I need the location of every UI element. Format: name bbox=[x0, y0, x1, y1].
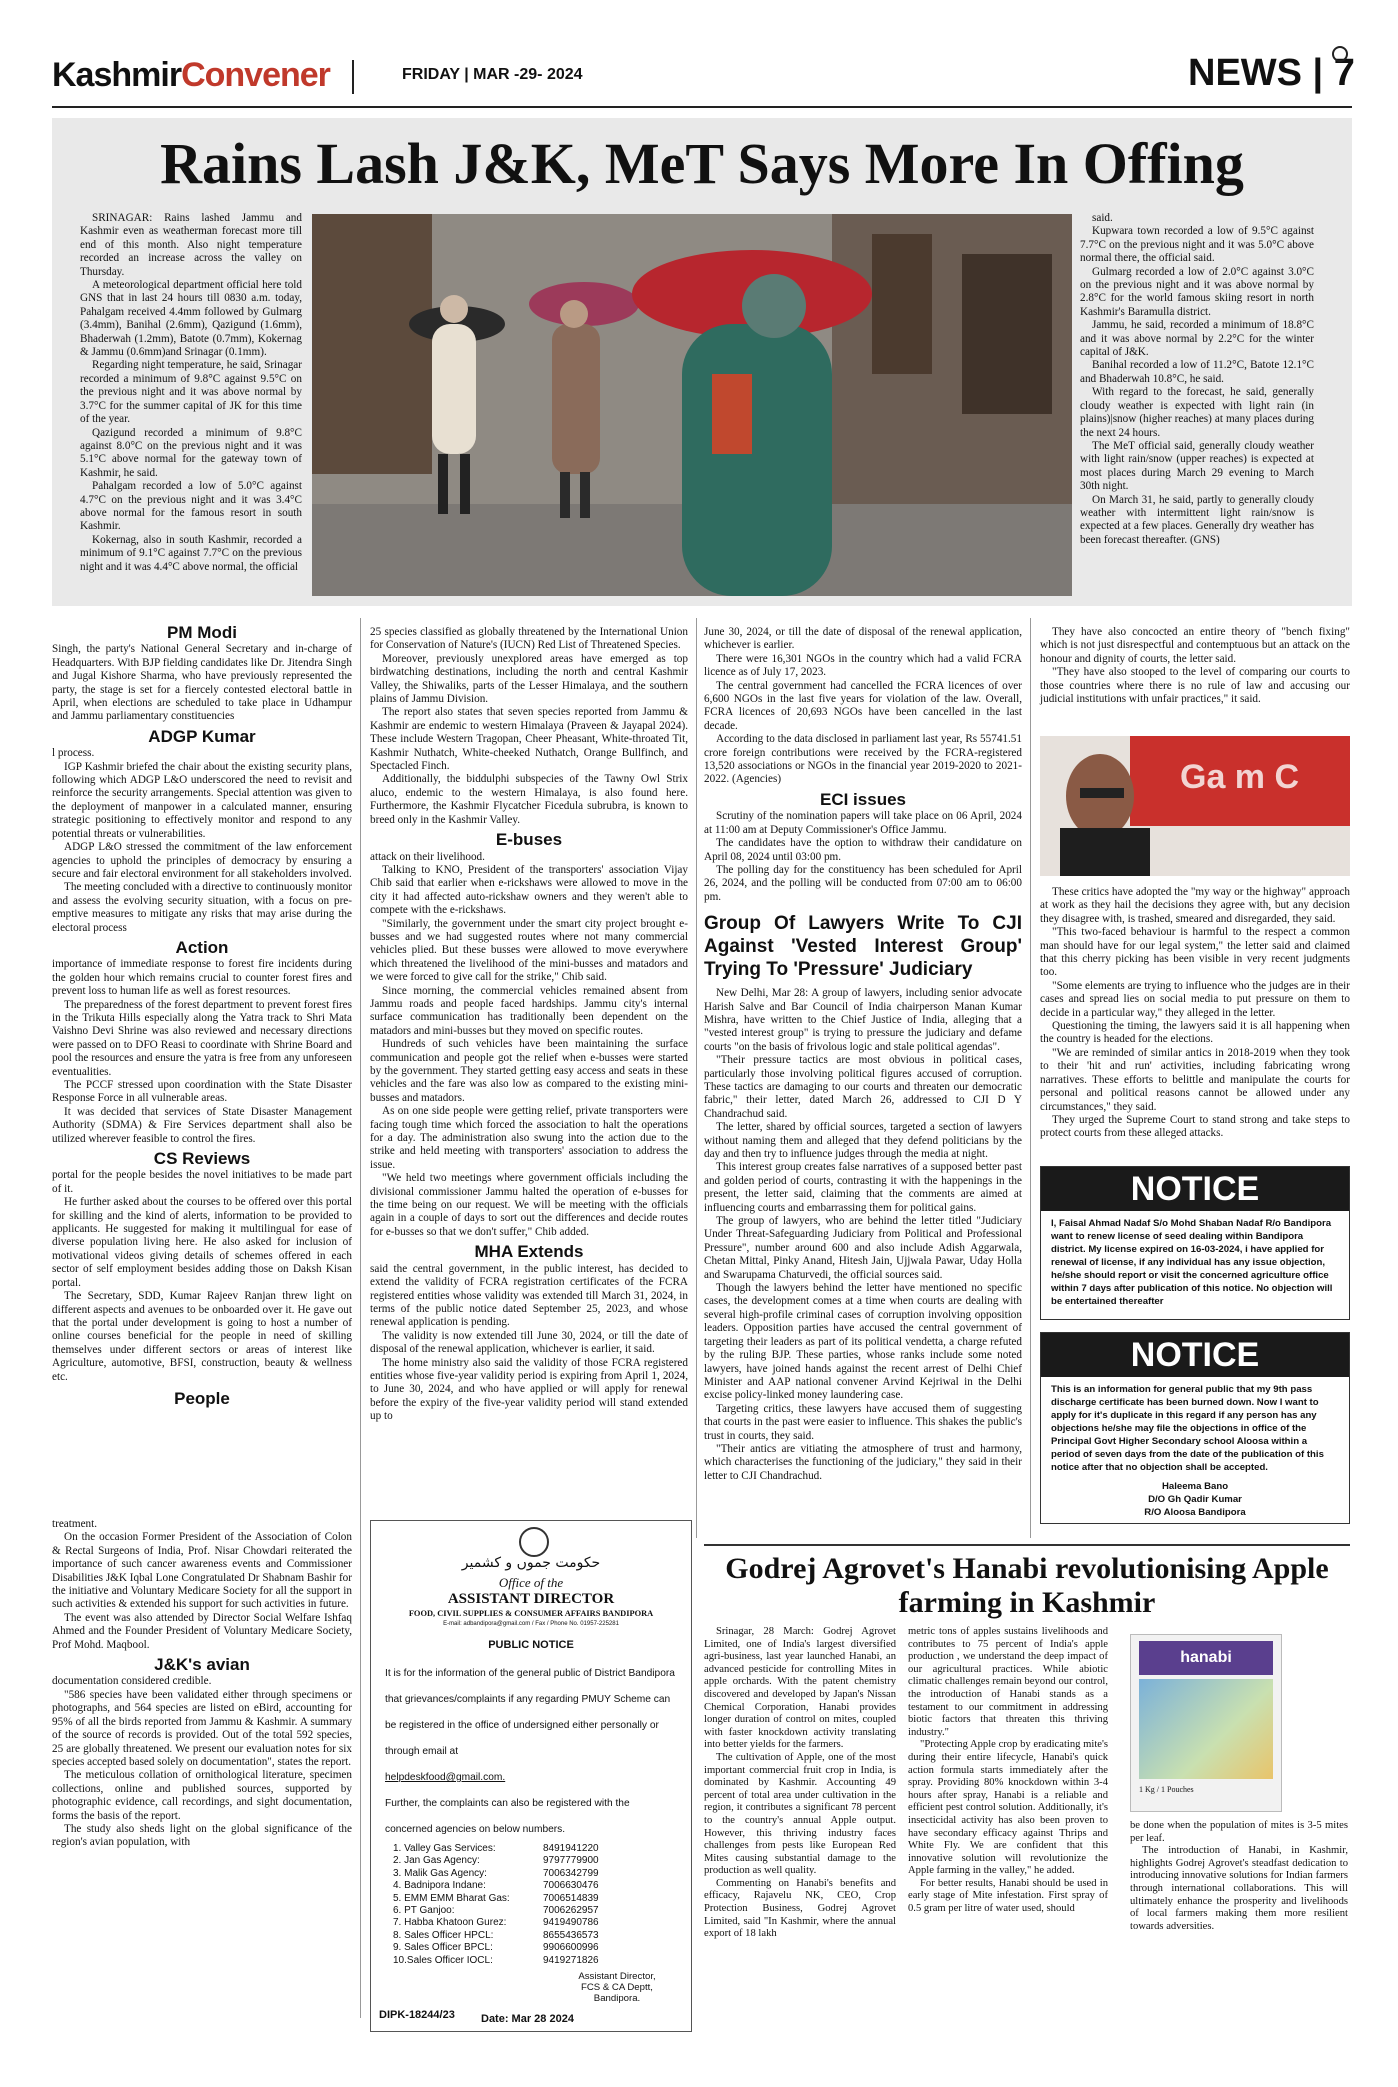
article-para: "We held two meetings where government officials including the divisional commissioner Jammu halted the operation of e-busses for the time being on our request. We will be meeting with the officials again in a couple of days to sort out the differences and decide routes for e-busses so that we don't suffer," Chib added. bbox=[370, 1172, 688, 1238]
notice-email-link[interactable]: helpdeskfood@gmail.com. bbox=[385, 1772, 506, 1783]
agency-number: 9419271826 bbox=[543, 1954, 599, 1966]
article-para: The validity is now extended till June 30, 2024, or till the date of disposal of the renewal application, whichever is earlier, it said. bbox=[370, 1329, 688, 1356]
godrej-column-3 bbox=[1130, 1820, 1348, 1933]
article-para: The candidates have the option to withdraw their candidature on April 08, 2024 until 03:00 pm. bbox=[704, 837, 1022, 863]
article-para: Singh, the party's National General Secretary and in-charge of Headquarters. With BJP fielding candidates like Dr. Jitendra Singh and Jugal Kishore Sharma, who have previously represented the party, the stage is set for a fiercely contested electoral battle in April, when elections are scheduled to take place in Udhampur and Jammu parliamentary constituencies bbox=[52, 643, 352, 723]
article-para: Since morning, the commercial vehicles remained absent from Jammu roads and people faced hardships. Jammu city's internal surface communication has traditionally been dependent on the matadors and mini-busses but they moved on specific routes. bbox=[370, 984, 688, 1037]
godrej-column-1 bbox=[704, 1626, 896, 1941]
agency-name: 5. EMM EMM Bharat Gas: bbox=[393, 1892, 510, 1904]
article-para: portal for the people besides the novel initiatives to be made part of it. bbox=[52, 1169, 352, 1195]
backdrop-banner-text: Ga m C bbox=[1180, 758, 1300, 796]
header-rule bbox=[52, 106, 1352, 108]
notice-paragraph bbox=[385, 1661, 679, 1843]
section-heading: People bbox=[174, 1388, 230, 1408]
notice-seed-license bbox=[1040, 1166, 1350, 1320]
agency-name: 6. PT Ganjoo: bbox=[393, 1905, 455, 1917]
article-para: The home ministry also said the validity of those FCRA registered entities whose five-year validity period is expiring from April 1, 2024, to June 30, 2024, and who have applied or will apply for renewal before the expiry of the five-year validity period will stand extended up to bbox=[370, 1356, 688, 1423]
article-para: The group of lawyers, who are behind the letter titled "Judiciary Under Threat-Safeguarding Judiciary from Political and Professional Pressure", number around 600 and also include Adish Aggarwala, Chetan Mittal, Pinky Anand, Hitesh Jain, Ujjwala Pawar, Uday Holla and Swarupama Chaturvedi, the official sources said. bbox=[704, 1215, 1022, 1281]
article-para: "Similarly, the government under the smart city project brought e-busses and we had suggested routes where not many commercial vehicles plied. But these busses were allowed to move everywhere which threatened the livelihood of the mini-busses and matadors and we were forced to give call for the strike," Chib said. bbox=[370, 917, 688, 984]
agency-number: 9797779900 bbox=[543, 1855, 599, 1867]
agency-name: 2. Jan Gas Agency: bbox=[393, 1855, 480, 1867]
article-para: treatment. bbox=[52, 1518, 98, 1530]
article-para: The cultivation of Apple, one of the most important commercial fruit crop in India, is dominated by Kashmir. Accounting 49 percent of total area under cultivation in the region, it contributes a significant 78 percent to the country's annual Apple output. However, this thriving industry faces challenges from pests like European Red Mites causing substantial damage to the production as well quality. bbox=[704, 1751, 896, 1877]
article-para: They urged the Supreme Court to stand strong and take steps to protect courts from these alleged attacks. bbox=[1040, 1113, 1350, 1140]
agency-number: 9419490786 bbox=[543, 1917, 599, 1929]
article-para: l process. bbox=[52, 747, 95, 760]
agency-number: 7006262957 bbox=[543, 1905, 599, 1917]
notice-title: NOTICE bbox=[1041, 1333, 1349, 1377]
article-para: The introduction of Hanabi, in Kashmir, highlights Godrej Agrovet's steadfast dedication to introducing innovative solutions for Indian farmers through international collaborations. This will ultimately enhance the prosperity and livelihoods of local farmers making them more resilient towards adversities. bbox=[1130, 1845, 1348, 1932]
notice-text: It is for the information of the general public of District Bandipora that grievances/complaints if any regarding PMUY Scheme can be registered in the office of undersigned either personally or through email at bbox=[385, 1668, 675, 1757]
product-brand: hanabi bbox=[1180, 1649, 1232, 1666]
article-para: Additionally, the biddulphi subspecies of the Tawny Owl Strix aluco, endemic to the western Himalaya, is also found here. Furthermore, the Kashmir Flycatcher Ficedula subrubra, is known to breed only in the Kashmir Valley. bbox=[370, 773, 688, 826]
column-one bbox=[52, 623, 352, 1409]
issue-date: FRIDAY | MAR -29- 2024 bbox=[402, 66, 583, 83]
masthead-separator bbox=[352, 60, 354, 94]
office-name: ASSISTANT DIRECTOR bbox=[447, 1591, 615, 1607]
lead-para: Jammu, he said, recorded a minimum of 18.8°C and it was above normal by 2.2°C for the winter capital of J&K. bbox=[1080, 319, 1314, 359]
rain-scene-illustration bbox=[312, 214, 1072, 596]
lead-para: The MeT official said, generally cloudy weather with light rain/snow (upper reaches) is expected at most places during March 29 evening to March 30th night. bbox=[1080, 439, 1314, 493]
article-para: The event was also attended by Director Social Welfare Ishfaq Ahmed and the Founder President of Voluntary Medicare Society, Prof Mohd. Maqbool. bbox=[52, 1611, 352, 1651]
department-name: FOOD, CIVIL SUPPLIES & CONSUMER AFFAIRS BANDIPORA bbox=[408, 1609, 654, 1618]
lead-para: Qazigund recorded a minimum of 9.8°C against 8.0°C on the previous night and it was 5.1°C above normal for the gateway town of Kashmir, he said. bbox=[80, 426, 302, 479]
signatory-dept: FCS & CA Deptt, bbox=[581, 1982, 653, 1993]
section-heading: PM Modi bbox=[167, 623, 237, 642]
column-four-continued bbox=[1040, 886, 1350, 1141]
article-para: He further asked about the courses to be offered over this portal for skilling and the kind of alerts, information to be provided to applicants. He suggested for making it multilingual for ease of diverse population living here. He also asked for inclusion of motivational videos giving details of schemes offered in each sector of self employment besides adding those on Daksh Kisan portal. bbox=[52, 1196, 352, 1289]
article-para: attack on their livelihood. bbox=[370, 850, 485, 863]
article-para: On the occasion Former President of the Association of Colon & Rectal Surgeons of India, Prof. Nisar Chowdari reiterated the importance of such cancer awareness events and Commissioner Disabilities J&K Iqbal Lone Congratulated Dr Shabnam Bashir for the initiative and Voluntary Medicare Society for all the support in such activities & extended his support for such activities in future. bbox=[52, 1531, 352, 1611]
agency-row bbox=[393, 1868, 673, 1880]
masthead-logo bbox=[52, 56, 330, 95]
article-para: It was decided that services of State Disaster Management Authority (SDMA) & Fire Services department shall also be utilized wherever feasible to control the fires. bbox=[52, 1105, 352, 1145]
lawyers-headline: Group Of Lawyers Write To CJI Against 'Vested Interest Group' Trying To 'Pressure' Judiciary bbox=[704, 913, 1022, 981]
agency-row bbox=[393, 1843, 673, 1855]
article-para: said the central government, in the public interest, has decided to extend the validity of FCRA registration certificates of the FCRA registered entities whose validity was extended till March 31, 2024, in terms of the public notice dated September 25, 2023, and whose renewal application is pending. bbox=[370, 1262, 688, 1329]
article-para: The letter, shared by official sources, targeted a section of lawyers without naming them and alleged that they defend politicians by the day and then try to influence judges through the media at night. bbox=[704, 1121, 1022, 1160]
lead-para: On March 31, he said, partly to generally cloudy weather with intermittent light rain/snow is expected at a few places. Generally dry weather has been forecast thereafter. (GNS) bbox=[1080, 493, 1314, 546]
agency-number: 7006342799 bbox=[543, 1867, 599, 1879]
article-para: As on one side people were getting relief, private transporters were facing tough time which forced the association to halt the operations for a day. The administration also swung into the action due to the strike and held meeting with transporters' association to address the issue. bbox=[370, 1105, 688, 1171]
article-para: metric tons of apples sustains livelihoods and contributes to 75 percent of India's apple production , we understand the deep impact of our agricultural practices. While abiotic climatic challenges remain beyond our control, the introduction of Hanabi stands as a testament to our commitment in addressing biotic factors that threaten this thriving industry." bbox=[908, 1626, 1108, 1738]
brand-kashmir: Kashmir bbox=[52, 56, 182, 94]
signature-address: R/O Aloosa Bandipora bbox=[1144, 1507, 1246, 1518]
people-column bbox=[52, 1518, 352, 1850]
lead-para: Banihal recorded a low of 11.2°C, Batote 12.1°C and Bhaderwah 10.8°C, he said. bbox=[1080, 359, 1314, 385]
article-para: Scrutiny of the nomination papers will take place on 06 April, 2024 at 11:00 am at Deputy Commissioner's Office Jammu. bbox=[704, 810, 1022, 836]
article-para: "We are reminded of similar antics in 2018-2019 when they took to their 'hit and run' activities, including fabricating wrong narratives. These efforts to belittle and manipulate the courts for personal and political reasons cannot be allowed under any circumstances," they said. bbox=[1040, 1046, 1350, 1113]
lead-para: With regard to the forecast, he said, generally cloudy weather is expected with light rain (in plains)|snow (higher reaches) at many places during the next 24 hours. bbox=[1080, 386, 1314, 439]
agency-row bbox=[393, 1917, 673, 1929]
article-para: Commenting on Hanabi's benefits and efficacy, Rajavelu NK, CEO, Crop Protection Business, Godrej Agrovet Limited, said "In Kashmir, where the annual export of 18 lakh bbox=[704, 1877, 896, 1940]
hanabi-product-image bbox=[1130, 1634, 1282, 1812]
office-of: Office of the bbox=[498, 1575, 564, 1590]
section-page-label: NEWS | 7 bbox=[1188, 52, 1355, 94]
article-para: For better results, Hanabi should be used in early stage of Mite infestation. First spray of 0.5 gram per litre of water used, should bbox=[908, 1877, 1108, 1915]
lead-left-column bbox=[80, 212, 302, 574]
department-contact: E-mail: adbandipora@gmail.com / Fax / Phone No. 01957-225281 bbox=[443, 1621, 619, 1627]
signatory-place: Bandipora. bbox=[593, 1993, 641, 2004]
dipk-number: DIPK-18244/23 bbox=[379, 2009, 455, 2021]
hanabi-pack-top bbox=[1139, 1641, 1273, 1675]
godrej-column-2 bbox=[908, 1626, 1108, 1916]
column-rule bbox=[696, 618, 697, 1538]
agency-name: 3. Malik Gas Agency: bbox=[393, 1867, 487, 1879]
article-para: The polling day for the constituency has been scheduled for April 26, 2024, and the polling will be conducted from 07:00 am to 06:00 pm. bbox=[704, 863, 1022, 903]
article-para: Though the lawyers behind the letter have mentioned no specific cases, the development comes at a time when courts are dealing with several high-profile criminal cases of corruption involving opposition leaders. Opposition parties have accused the central government of targeting their leaders as part of its political vendetta, a charge refuted by the ruling BJP. These parties, whose ranks include some noted lawyers, have joined hands against the recent arrest of Delhi Chief Minister and AAP national convener Arvind Kejriwal in the Delhi excise policy-linked money laundering case. bbox=[704, 1282, 1022, 1402]
lead-para: Kokernag, also in south Kashmir, recorded a minimum of 9.1°C against 7.7°C on the previous night and it was 4.4°C above normal, the official bbox=[80, 533, 302, 573]
article-para: be done when the population of mites is 3-5 mites per leaf. bbox=[1130, 1820, 1348, 1844]
column-rule bbox=[1030, 618, 1031, 1538]
cji-photo bbox=[1040, 736, 1350, 876]
article-para: Moreover, previously unexplored areas have emerged as top birdwatching destinations, including the north and central Kashmir Valley, the Shiwaliks, parts of the Lesser Himalaya, and the southern plains of Jammu Division. bbox=[370, 652, 688, 706]
article-para: "Their antics are vitiating the atmosphere of trust and harmony, which characterises the functioning of the judiciary," they said in their letter to CJI Chandrachud. bbox=[704, 1442, 1022, 1482]
article-para: According to the data disclosed in parliament last year, Rs 55741.51 crore foreign contributions were received by the FCRA-registered 13,520 associations or NGOs in the financial year 2019-2020 to 2021-2022. (Agencies) bbox=[704, 733, 1022, 786]
notice-heading: PUBLIC NOTICE bbox=[488, 1639, 574, 1651]
article-para: This interest group creates false narratives of a supposed better past and golden period of courts, contrasting it with the happenings in the present, the letter said, claiming that the comments are aimed at influencing courts and embarrassing them for political gains. bbox=[704, 1161, 1022, 1214]
agency-number: 9906600996 bbox=[543, 1942, 599, 1954]
agency-name: 1. Valley Gas Services: bbox=[393, 1843, 496, 1854]
article-para: IGP Kashmir briefed the chair about the existing security plans, following which ADGP L&O underscored the need to revisit and reinforce the security arrangements. Special attention was given to the deployment of manpower in a calculated manner, ensuring strategic positioning to effectively monitor and respond to any potential threats or vulnerabilities. bbox=[52, 760, 352, 840]
agency-row bbox=[393, 1905, 673, 1917]
agency-number: 7006514839 bbox=[543, 1892, 599, 1904]
agency-row bbox=[393, 1855, 673, 1867]
agency-row bbox=[393, 1893, 673, 1905]
article-para: These critics have adopted the "my way or the highway" approach at work as they hail the decisions they agree with, but any decision they disagree with, is trashed, smeared and disregarded, they said. bbox=[1040, 886, 1350, 925]
lead-para: SRINAGAR: Rains lashed Jammu and Kashmir even as weatherman forecast more till end of this month. Also night temperature recorded an increase across the valley on Thursday. bbox=[80, 212, 302, 278]
article-para: They have also concocted an entire theory of "bench fixing" which is not just disrespectful and contemptuous but an attack on the honour and dignity of courts, the letter said. bbox=[1040, 626, 1350, 665]
agency-number: 8491941220 bbox=[543, 1843, 599, 1854]
section-heading: ECI issues bbox=[820, 789, 906, 809]
public-notice-box bbox=[370, 1520, 692, 2032]
article-para: "Protecting Apple crop by eradicating mite's during their entire lifecycle, Hanabi's quick action formula starts immediately after the spray. Providing 80% knockdown within 3-4 hours after spray, Hanabi is a reliable and efficient pest control solution. Additionally, it's insecticidal activity has also been proven to have secondary efficacy against Thrips and White Fly. We are confident that this innovative solution will revolutionize the Apple farming in the valley," he added. bbox=[908, 1739, 1108, 1877]
urdu-title: حکومت جموں و کشمیر bbox=[461, 1555, 601, 1571]
agency-number: 8655436573 bbox=[543, 1929, 599, 1941]
column-rule bbox=[360, 618, 361, 2018]
lead-para: Kupwara town recorded a low of 9.5°C against 7.7°C on the previous night and it was 5.0°C above normal there, the official said. bbox=[1080, 225, 1314, 265]
lead-photo-rain-street bbox=[312, 214, 1072, 596]
govt-emblem-icon bbox=[519, 1527, 549, 1557]
article-para: Hundreds of such vehicles have been maintaining the surface communication and people got the relief when e-busses were started by the government. They started getting easy access and seats in these vehicles and the fare was also low as compared to the existing mini-busses and matadors. bbox=[370, 1038, 688, 1104]
agency-list bbox=[393, 1843, 673, 1967]
agency-row bbox=[393, 1880, 673, 1892]
section-heading: CS Reviews bbox=[153, 1149, 251, 1169]
article-para: "They have also stooped to the level of comparing our courts to those countries where there is no rule of law and accusing our judicial institutions with unfair practices," it said. bbox=[1040, 666, 1350, 706]
column-two bbox=[370, 626, 688, 1424]
lead-para: Pahalgam recorded a low of 5.0°C against 4.7°C on the previous night and it was 3.4°C above normal for the famous resort in south Kashmir. bbox=[80, 480, 302, 533]
godrej-rule bbox=[704, 1544, 1350, 1546]
notice-signatory bbox=[557, 1971, 677, 2004]
brand-convener: Convener bbox=[181, 56, 330, 94]
article-para: "Some elements are trying to influence who the judges are in their cases and spread lies on social media to put pressure on them to decide in a particular way," they alleged in the letter. bbox=[1040, 979, 1350, 1019]
agency-name: 8. Sales Officer HPCL: bbox=[393, 1929, 494, 1941]
article-para: The meeting concluded with a directive to continuously monitor and assess the evolving security situation, with a focus on pre-emptive measures to mitigate any risks that may arise during the electoral process bbox=[52, 881, 352, 934]
notice-title: NOTICE bbox=[1041, 1167, 1349, 1211]
cji-portrait-illustration bbox=[1040, 736, 1350, 876]
article-para: Srinagar, 28 March: Godrej Agrovet Limited, one of India's largest diversified agri-business, last year launched Hanabi, an advanced pesticide for controlling Mites in apple orchards. With the patent chemistry discovered and developed by Japan's Nissan Chemical Corporation, Hanabi provides longer duration of control on mites, coupled with faster knockdown activity translating into better yields for the farmers. bbox=[704, 1626, 896, 1751]
column-three bbox=[704, 626, 1022, 1483]
lead-para: Regarding night temperature, he said, Srinagar recorded a minimum of 9.8°C against 9.5°C on the previous night and it was above normal by 3.7°C for the summer capital of JK for this time of the year. bbox=[80, 359, 302, 426]
article-para: ADGP L&O stressed the commitment of the law enforcement agencies to uphold the principles of democracy by ensuring a secure and fair electoral environment for all stakeholders involved. bbox=[52, 841, 352, 880]
article-para: Targeting critics, these lawyers have accused them of suggesting that courts in the past were easier to influence. This shakes the public's trust in courts, they said. bbox=[704, 1402, 1022, 1442]
article-para: June 30, 2024, or till the date of disposal of the renewal application, whichever is earlier. bbox=[704, 626, 1022, 652]
article-para: The PCCF stressed upon coordination with the State Disaster Response Force in all vulnerable areas. bbox=[52, 1079, 352, 1105]
agency-name: 7. Habba Khatoon Gurez: bbox=[393, 1917, 507, 1929]
notice-date: Date: Mar 28 2024 bbox=[481, 2013, 574, 2025]
article-para: "Their pressure tactics are most obvious in political cases, particularly those involving political figures accused of corruption. These tactics are damaging to our courts and threaten our democratic fabric," their letter, dated March 26, addressed to CJI D Y Chandrachud said. bbox=[704, 1054, 1022, 1120]
article-para: New Delhi, Mar 28: A group of lawyers, including senior advocate Harish Salve and Bar Council of India chairperson Manan Kumar Mishra, have written to the Chief Justice of India, alleging that a "vested interest group" is trying to pressure the judiciary and defame courts "on the basis of frivolous logic and stale political agendas". bbox=[704, 987, 1022, 1053]
agency-row bbox=[393, 1942, 673, 1954]
notice-text-2: Further, the complaints can also be registered with the concerned agencies on below numbers. bbox=[385, 1798, 630, 1835]
article-para: The preparedness of the forest department to prevent forest fires in the Trikuta Hills especially along the Yatra track to Shri Mata Vaishno Devi Shrine was also reviewed and necessary directions were passed on to DFO Reasi to coordinate with Shrine Board and pool the resources and ensure the yatra is free from any unforeseen eventualities. bbox=[52, 998, 352, 1078]
product-size: 1 Kg / 1 Pouches bbox=[1139, 1785, 1194, 1794]
article-para: The study also sheds light on the global significance of the region's avian population, with bbox=[52, 1822, 352, 1849]
section-heading: J&K's avian bbox=[154, 1655, 250, 1675]
article-para: importance of immediate response to forest fire incidents during the golden hour which remains crucial to counter forest fires and prevent loss to human life as well as forest resources. bbox=[52, 958, 352, 998]
lead-para: Gulmarg recorded a low of 2.0°C against 3.0°C on the previous night and it was above normal by 2.8°C for the world famous skiing resort in north Kashmir's Baramulla district. bbox=[1080, 265, 1314, 318]
hanabi-pack-art bbox=[1139, 1679, 1273, 1779]
lead-right-column bbox=[1080, 212, 1314, 547]
column-four bbox=[1040, 626, 1350, 706]
lead-para: A meteorological department official here told GNS that in last 24 hours till 0830 a.m. today, Pahalgam received 4.4mm followed by Gulmarg (3.4mm), Banihal (2.6mm), Qazigund (1.6mm), Bhaderwah (1.2mm), Batote (0.7mm), Kokernag & Jammu (0.6mm)and Srinagar (0.1mm). bbox=[80, 279, 302, 359]
article-para: documentation considered credible. bbox=[52, 1675, 212, 1688]
article-para: "586 species have been validated either through specimens or photographs, and 564 species are listed on eBird, accounting for 95% of all the birds reported from Jammu & Kashmir. A summary of the source of records is provided. Out of the total 592 species, 25 are globally threatened. We present our evaluation notes for six species accepted based solely on documentation", states the report. bbox=[52, 1688, 352, 1768]
article-para: There were 16,301 NGOs in the country which had a valid FCRA licence as of July 17, 2023. bbox=[704, 652, 1022, 679]
article-para: The Secretary, SDD, Kumar Rajeev Ranjan threw light on different aspects and avenues to be onboarded over it. He gave out that the portal under development is going to host a number of online courses beneficial for the people in need of skilling themselves under different sectors or areas of interest like Agriculture, automotive, BFSI, construction, beauty & wellness etc. bbox=[52, 1290, 352, 1383]
notice-signature bbox=[1041, 1480, 1349, 1525]
signatory-title: Assistant Director, bbox=[578, 1971, 656, 1982]
article-para: Talking to KNO, President of the transporters' association Vijay Chib said that earlier when e-rickshaws were allowed to move in the city it had affected auto-rickshaw owners and they weren't able to compete with the e-rickshaws. bbox=[370, 863, 688, 917]
notice-certificate bbox=[1040, 1332, 1350, 1524]
agency-name: 10.Sales Officer IOCL: bbox=[393, 1954, 493, 1966]
agency-name: 4. Badnipora Indane: bbox=[393, 1880, 486, 1892]
signature-name: Haleema Bano bbox=[1161, 1481, 1229, 1492]
agency-name: 9. Sales Officer BPCL: bbox=[393, 1942, 493, 1954]
article-para: "This two-faced behaviour is harmful to the respect a common man should have for our legal system," the letter said and claimed that this cherry picking has been visible in very recent judgments too. bbox=[1040, 926, 1350, 979]
lead-headline: Rains Lash J&K, MeT Says More In Offing bbox=[160, 131, 1244, 196]
article-para: The central government had cancelled the FCRA licences of over 6,600 NGOs in the last five years for violation of the law. Overall, FCRA licences of 20,693 NGOs have been cancelled in the last decade. bbox=[704, 679, 1022, 732]
article-para: Questioning the timing, the lawyers said it is all happening when the country is headed for the elections. bbox=[1040, 1020, 1350, 1046]
article-para: The meticulous collation of ornithological literature, specimen collections, online and published sources, supported by photographic evidence, call recordings, and sight documentation, forms the basis of the report. bbox=[52, 1769, 352, 1822]
article-para: 25 species classified as globally threatened by the International Union for Conservation of Nature's (IUCN) Red List of Threatened Species. bbox=[370, 626, 688, 652]
signature-parent: D/O Gh Qadir Kumar bbox=[1148, 1494, 1242, 1505]
agency-row bbox=[393, 1930, 673, 1942]
agency-number: 7006630476 bbox=[543, 1880, 599, 1892]
section-heading: E-buses bbox=[495, 830, 563, 850]
notice-body: This is an information for general public that my 9th pass discharge certificate has been burned down. Now I want to apply for it's duplicate in this regard if any person has any objections he/she may file the objections in office of the Principal Govt Higher Secondary school Aloosa within a period of seven days from the date of the publication of this notice after that no objection shall be accepted. bbox=[1051, 1384, 1324, 1473]
article-para: The report also states that seven species reported from Jammu & Kashmir are endemic to western Himalaya (Praveen & Jayapal 2024). These include Western Tragopan, Cheer Pheasant, White-throated Tit, Kashmir Nuthatch, White-cheeked Nuthatch, Orange Bullfinch, and Spectacled Finch. bbox=[370, 706, 688, 773]
section-heading: Action bbox=[175, 937, 229, 957]
section-heading: ADGP Kumar bbox=[148, 726, 256, 746]
godrej-headline: Godrej Agrovet's Hanabi revolutionising Apple farming in Kashmir bbox=[725, 1552, 1329, 1619]
section-heading: MHA Extends bbox=[474, 1242, 584, 1262]
agency-row bbox=[393, 1955, 673, 1967]
lead-para: said. bbox=[1092, 212, 1113, 224]
notice-body: I, Faisal Ahmad Nadaf S/o Mohd Shaban Nadaf R/o Bandipora want to renew license of seed dealing within Bandipora district. My license expired on 16-03-2024, i have applied for renewal of license, if any individual has any issue objection, he/she should report or visit the concerned agriculture office within 7 days after publication of this notice. No objection will be entertained thereafter bbox=[1051, 1218, 1333, 1307]
register-mark-icon bbox=[1332, 46, 1348, 62]
